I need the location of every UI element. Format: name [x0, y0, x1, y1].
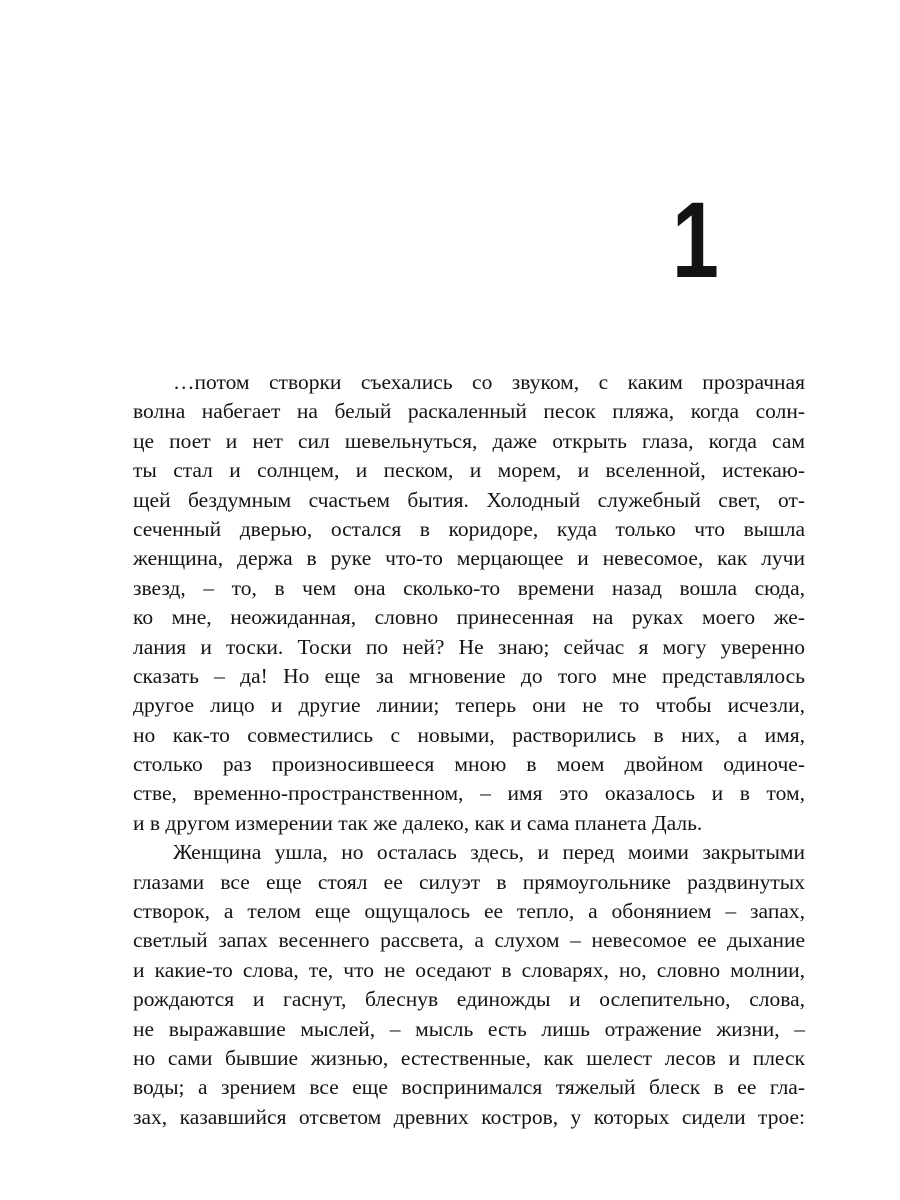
text-line: рождаются и гаснут, блеснув единожды и ослепительно, слова,: [133, 987, 805, 1012]
body-text: [133, 368, 805, 1132]
text-line: светлый запах весеннего рассвета, а слухом – невесомое ее дыхание: [133, 928, 805, 953]
paragraph-1: [133, 368, 805, 838]
text-line: но сами бывшие жизнью, естественные, как шелест лесов и плеск: [133, 1045, 805, 1070]
text-line: женщина, держа в руке что-то мерцающее и невесомое, как лучи: [133, 546, 805, 571]
paragraph-2: [133, 838, 805, 1132]
text-line: Женщина ушла, но осталась здесь, и перед моими закрытыми: [173, 840, 805, 865]
text-line: волна набегает на белый раскаленный песок пляжа, когда солн-: [133, 399, 805, 424]
text-line: сеченный дверью, остался в коридоре, куда только что вышла: [133, 516, 805, 541]
text-line: но как-то совместились с новыми, растворились в них, а имя,: [133, 722, 805, 747]
text-line: не выражавшие мыслей, – мысль есть лишь отражение жизни, –: [133, 1016, 805, 1041]
text-line: це поет и нет сил шевельнуться, даже открыть глаза, когда сам: [133, 428, 805, 453]
text-line: столько раз произносившееся мною в моем двойном одиноче-: [133, 752, 805, 777]
text-line: стве, временно-пространственном, – имя это оказалось и в том,: [133, 781, 805, 806]
text-line: и в другом измерении так же далеко, как и сама планета Даль.: [133, 810, 703, 835]
text-line: и какие-то слова, те, что не оседают в словарях, но, словно молнии,: [133, 957, 805, 982]
chapter-number: 1: [672, 179, 718, 300]
text-line: глазами все еще стоял ее силуэт в прямоугольнике раздвинутых: [133, 869, 805, 894]
text-line: зах, казавшийся отсветом древних костров, у которых сидели трое:: [133, 1104, 805, 1129]
text-line: ты стал и солнцем, и песком, и морем, и вселенной, истекаю-: [133, 458, 805, 483]
text-line: щей бездумным счастьем бытия. Холодный служебный свет, от-: [133, 487, 805, 512]
text-line: сказать – да! Но еще за мгновение до того мне представлялось: [133, 663, 805, 688]
text-line: …потом створки съехались со звуком, с каким прозрачная: [173, 370, 805, 394]
text-line: лания и тоски. Тоски по ней? Не знаю; сейчас я могу уверенно: [133, 634, 805, 659]
text-line: другое лицо и другие линии; теперь они не то чтобы исчезли,: [133, 693, 805, 718]
text-line: створок, а телом еще ощущалось ее тепло, а обонянием – запах,: [133, 899, 805, 924]
text-line: ко мне, неожиданная, словно принесенная на руках моего же-: [133, 605, 805, 630]
text-line: звезд, – то, в чем она сколько-то времени назад вошла сюда,: [133, 575, 805, 600]
text-line: воды; а зрением все еще воспринимался тяжелый блеск в ее гла-: [133, 1075, 805, 1100]
